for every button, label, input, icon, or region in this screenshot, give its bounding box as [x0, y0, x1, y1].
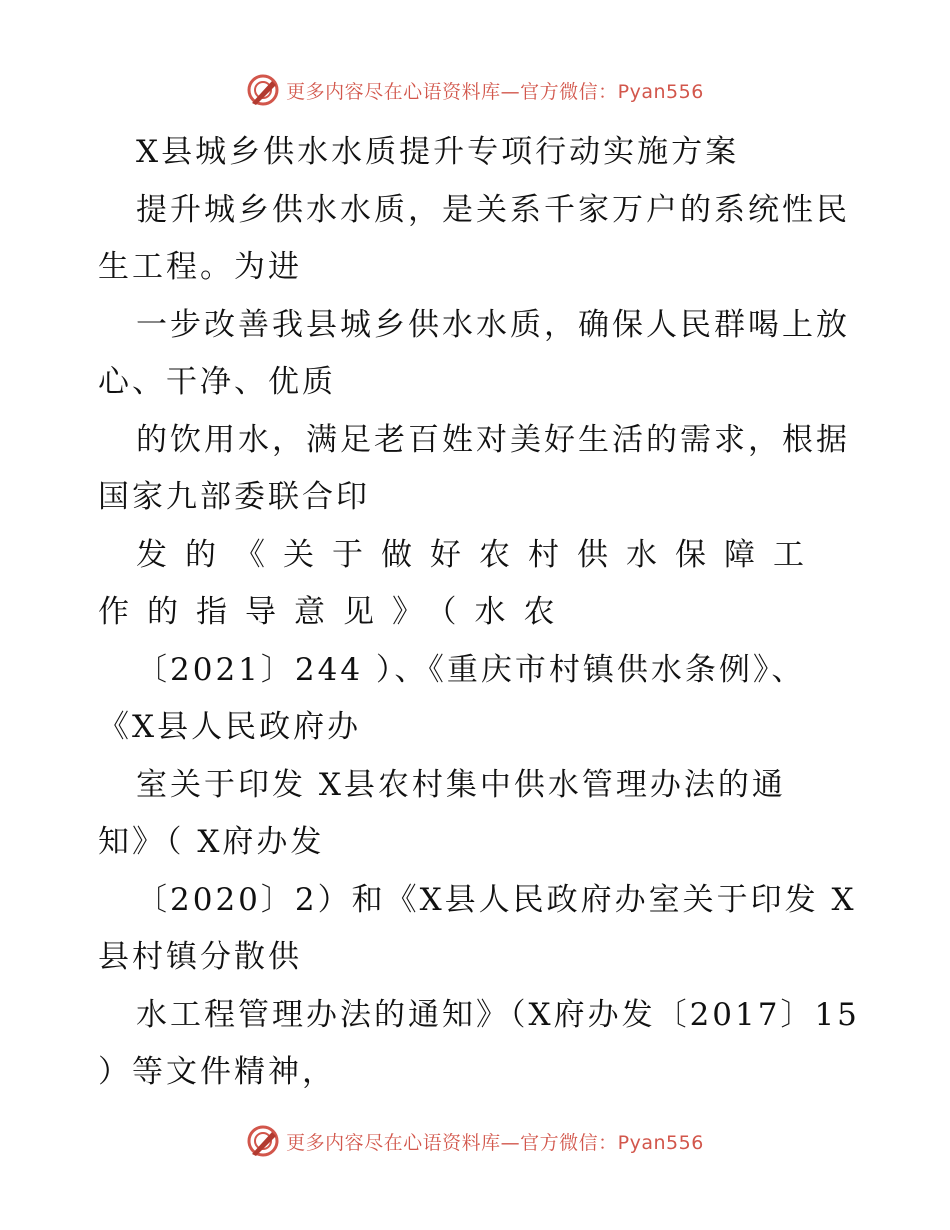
text-line: 心、干净、优质 [98, 364, 336, 400]
text-line: 发的《关于做好农村供水保障工 [136, 536, 822, 573]
footer-banner [0, 1124, 950, 1158]
text-line: 提升城乡供水水质，是关系千家万户的系统性民 [136, 191, 850, 228]
banner-text: 更多内容尽在心语资料库—官方微信：Pyan556 [286, 80, 704, 103]
document-body [98, 124, 898, 1102]
text-line: ）等文件精神， [98, 1054, 336, 1090]
text-line: 〔2020〕2）和《X县人民政府办室关于印发 X [136, 881, 857, 918]
text-line: 的饮用水，满足老百姓对美好生活的需求，根据 [136, 421, 850, 458]
text-line: 一步改善我县城乡供水水质，确保人民群喝上放 [136, 306, 850, 343]
text-line: 作的指导意见》（水农 [98, 594, 573, 630]
text-line: 县村镇分散供 [98, 939, 302, 975]
pen-circle-logo-icon [246, 1124, 280, 1158]
text-line: 生工程。为进 [98, 249, 302, 285]
pen-circle-logo-icon [246, 73, 280, 107]
document-title: X县城乡供水水质提升专项行动实施方案 [136, 134, 740, 170]
banner-text: 更多内容尽在心语资料库—官方微信：Pyan556 [286, 1131, 704, 1154]
text-line: 《X县人民政府办 [98, 709, 362, 745]
text-line: 〔2021〕244 ）、《重庆市村镇供水条例》、 [136, 651, 806, 688]
text-line: 知》（ X府办发 [98, 824, 325, 860]
header-banner [0, 73, 950, 107]
text-line: 室关于印发 X县农村集中供水管理办法的通 [136, 766, 786, 803]
text-line: 国家九部委联合印 [98, 479, 370, 515]
text-line: 水工程管理办法的通知》（X府办发〔2017〕15 [136, 996, 860, 1033]
